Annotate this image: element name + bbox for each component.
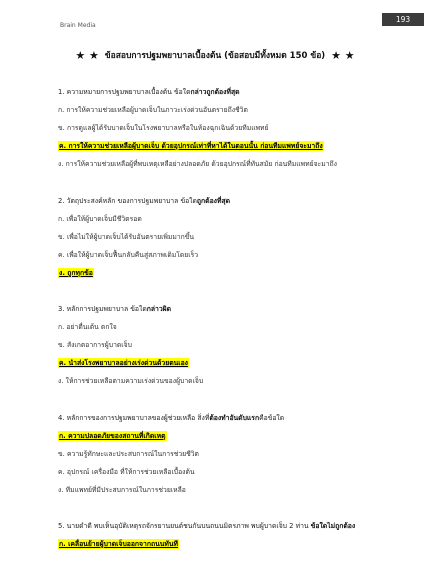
answer-highlight: ค. นำส่งโรงพยาบาลอย่างเร่งด่วนด้วยตนเอง <box>59 359 188 367</box>
question-4-choice-b: ข. ความรู้ทักษะและประสบการณ์ในการช่วยชีวิต <box>58 450 199 458</box>
header-brand: Brain Media <box>60 22 96 29</box>
question-3-text: 3. หลักการปฐมพยาบาล ข้อใดกล่าวผิด <box>58 305 172 313</box>
question-2-text: 2. วัตถุประสงค์หลัก ของการปฐมพยาบาล ข้อใดถูกต้องที่สุด <box>58 197 231 205</box>
question-2-choice-d <box>58 269 398 278</box>
question-4-text: 4. หลักการของการปฐมพยาบาลของผู้ช่วยเหลือ สิ่งที่ต้องทำอันดับแรกคือข้อใด <box>58 414 285 422</box>
question-1-choice-c <box>58 142 398 151</box>
question-3-choice-b: ข. สังเกตอาการผู้บาดเจ็บ <box>58 341 132 349</box>
question-2-choice-c: ค. เพื่อให้ผู้บาดเจ็บฟื้นกลับคืนสู่สภาพเดิมโดยเร็ว <box>58 251 199 259</box>
question-4-choice-d: ง. ทีมแพทย์ที่มีประสบการณ์ในการช่วยเหลือ <box>58 486 186 494</box>
answer-highlight: ง. ถูกทุกข้อ <box>59 269 93 277</box>
answer-highlight: ค. การให้ความช่วยเหลือผู้บาดเจ็บ ด้วยอุปกรณ์เท่าที่หาได้ในตอนนั้น ก่อนทีมแพทย์จะมาถึง <box>59 142 323 150</box>
question-1-text: 1. ความหมายการปฐมพยาบาลเบื้องต้น ข้อใดกล่าวถูกต้องที่สุด <box>58 88 240 96</box>
question-2 <box>58 197 398 287</box>
question-5-choice-a <box>58 540 398 549</box>
question-1-choice-d: ง. การให้ความช่วยเหลือผู้ที่พบเหตุเหลือย่างปลอดภัย ด้วยอุปกรณ์ที่ทันสมัย ก่อนทีมแพทย์จะมาถึง <box>58 160 337 168</box>
question-4 <box>58 414 398 504</box>
answer-highlight: ก. ความปลอดภัยของสถานที่เกิดเหตุ <box>59 432 166 440</box>
page-title <box>0 48 430 62</box>
question-3-choice-a: ก. อย่าตื่นเต้น ตกใจ <box>58 323 117 331</box>
question-5 <box>58 522 398 558</box>
star-icon-left: ★ ★ <box>75 49 99 62</box>
question-5-text: 5. นายดำดี พบเห็นอุบัติเหตุรถจักรยานยนต์ชนกันบนถนนมิตรภาพ พบผู้บาดเจ็บ 2 ท่าน ข้อใดไม่ถูกต้อง <box>58 522 356 530</box>
question-3 <box>58 305 398 395</box>
question-4-choice-a <box>58 432 398 441</box>
question-2-choice-b: ข. เพื่อไม่ให้ผู้บาดเจ็บได้รับอันตรายเพิ่มมากขึ้น <box>58 233 195 241</box>
page-title-text: ข้อสอบการปฐมพยาบาลเบื้องต้น (ข้อสอบมีทั้งหมด 150 ข้อ) <box>104 51 326 61</box>
question-2-choice-a: ก. เพื่อให้ผู้บาดเจ็บมีชีวิตรอด <box>58 215 142 223</box>
question-3-choice-d: ง. ให้การช่วยเหลือตามความเร่งด่วนของผู้บาดเจ็บ <box>58 377 204 385</box>
question-1-choice-b: ข. การดูแลผู้ได้รับบาดเจ็บในโรงพยาบาลหรือในห้องฉุกเฉินด้วยทีมแพทย์ <box>58 124 269 132</box>
question-1-choice-a: ก. การให้ความช่วยเหลือผู้บาดเจ็บในภาวะเร่งด่วนอันตรายถึงชีวิต <box>58 106 248 114</box>
question-3-choice-c <box>58 359 398 368</box>
question-1 <box>58 88 398 178</box>
star-icon-right: ★ ★ <box>331 49 355 62</box>
question-4-choice-c: ค. อุปกรณ์ เครื่องมือ ที่ให้การช่วยเหลือเบื้องต้น <box>58 468 195 476</box>
page-number-badge: 193 <box>382 13 424 26</box>
answer-highlight: ก. เคลื่อนย้ายผู้บาดเจ็บออกจากถนนทันที <box>59 540 178 548</box>
